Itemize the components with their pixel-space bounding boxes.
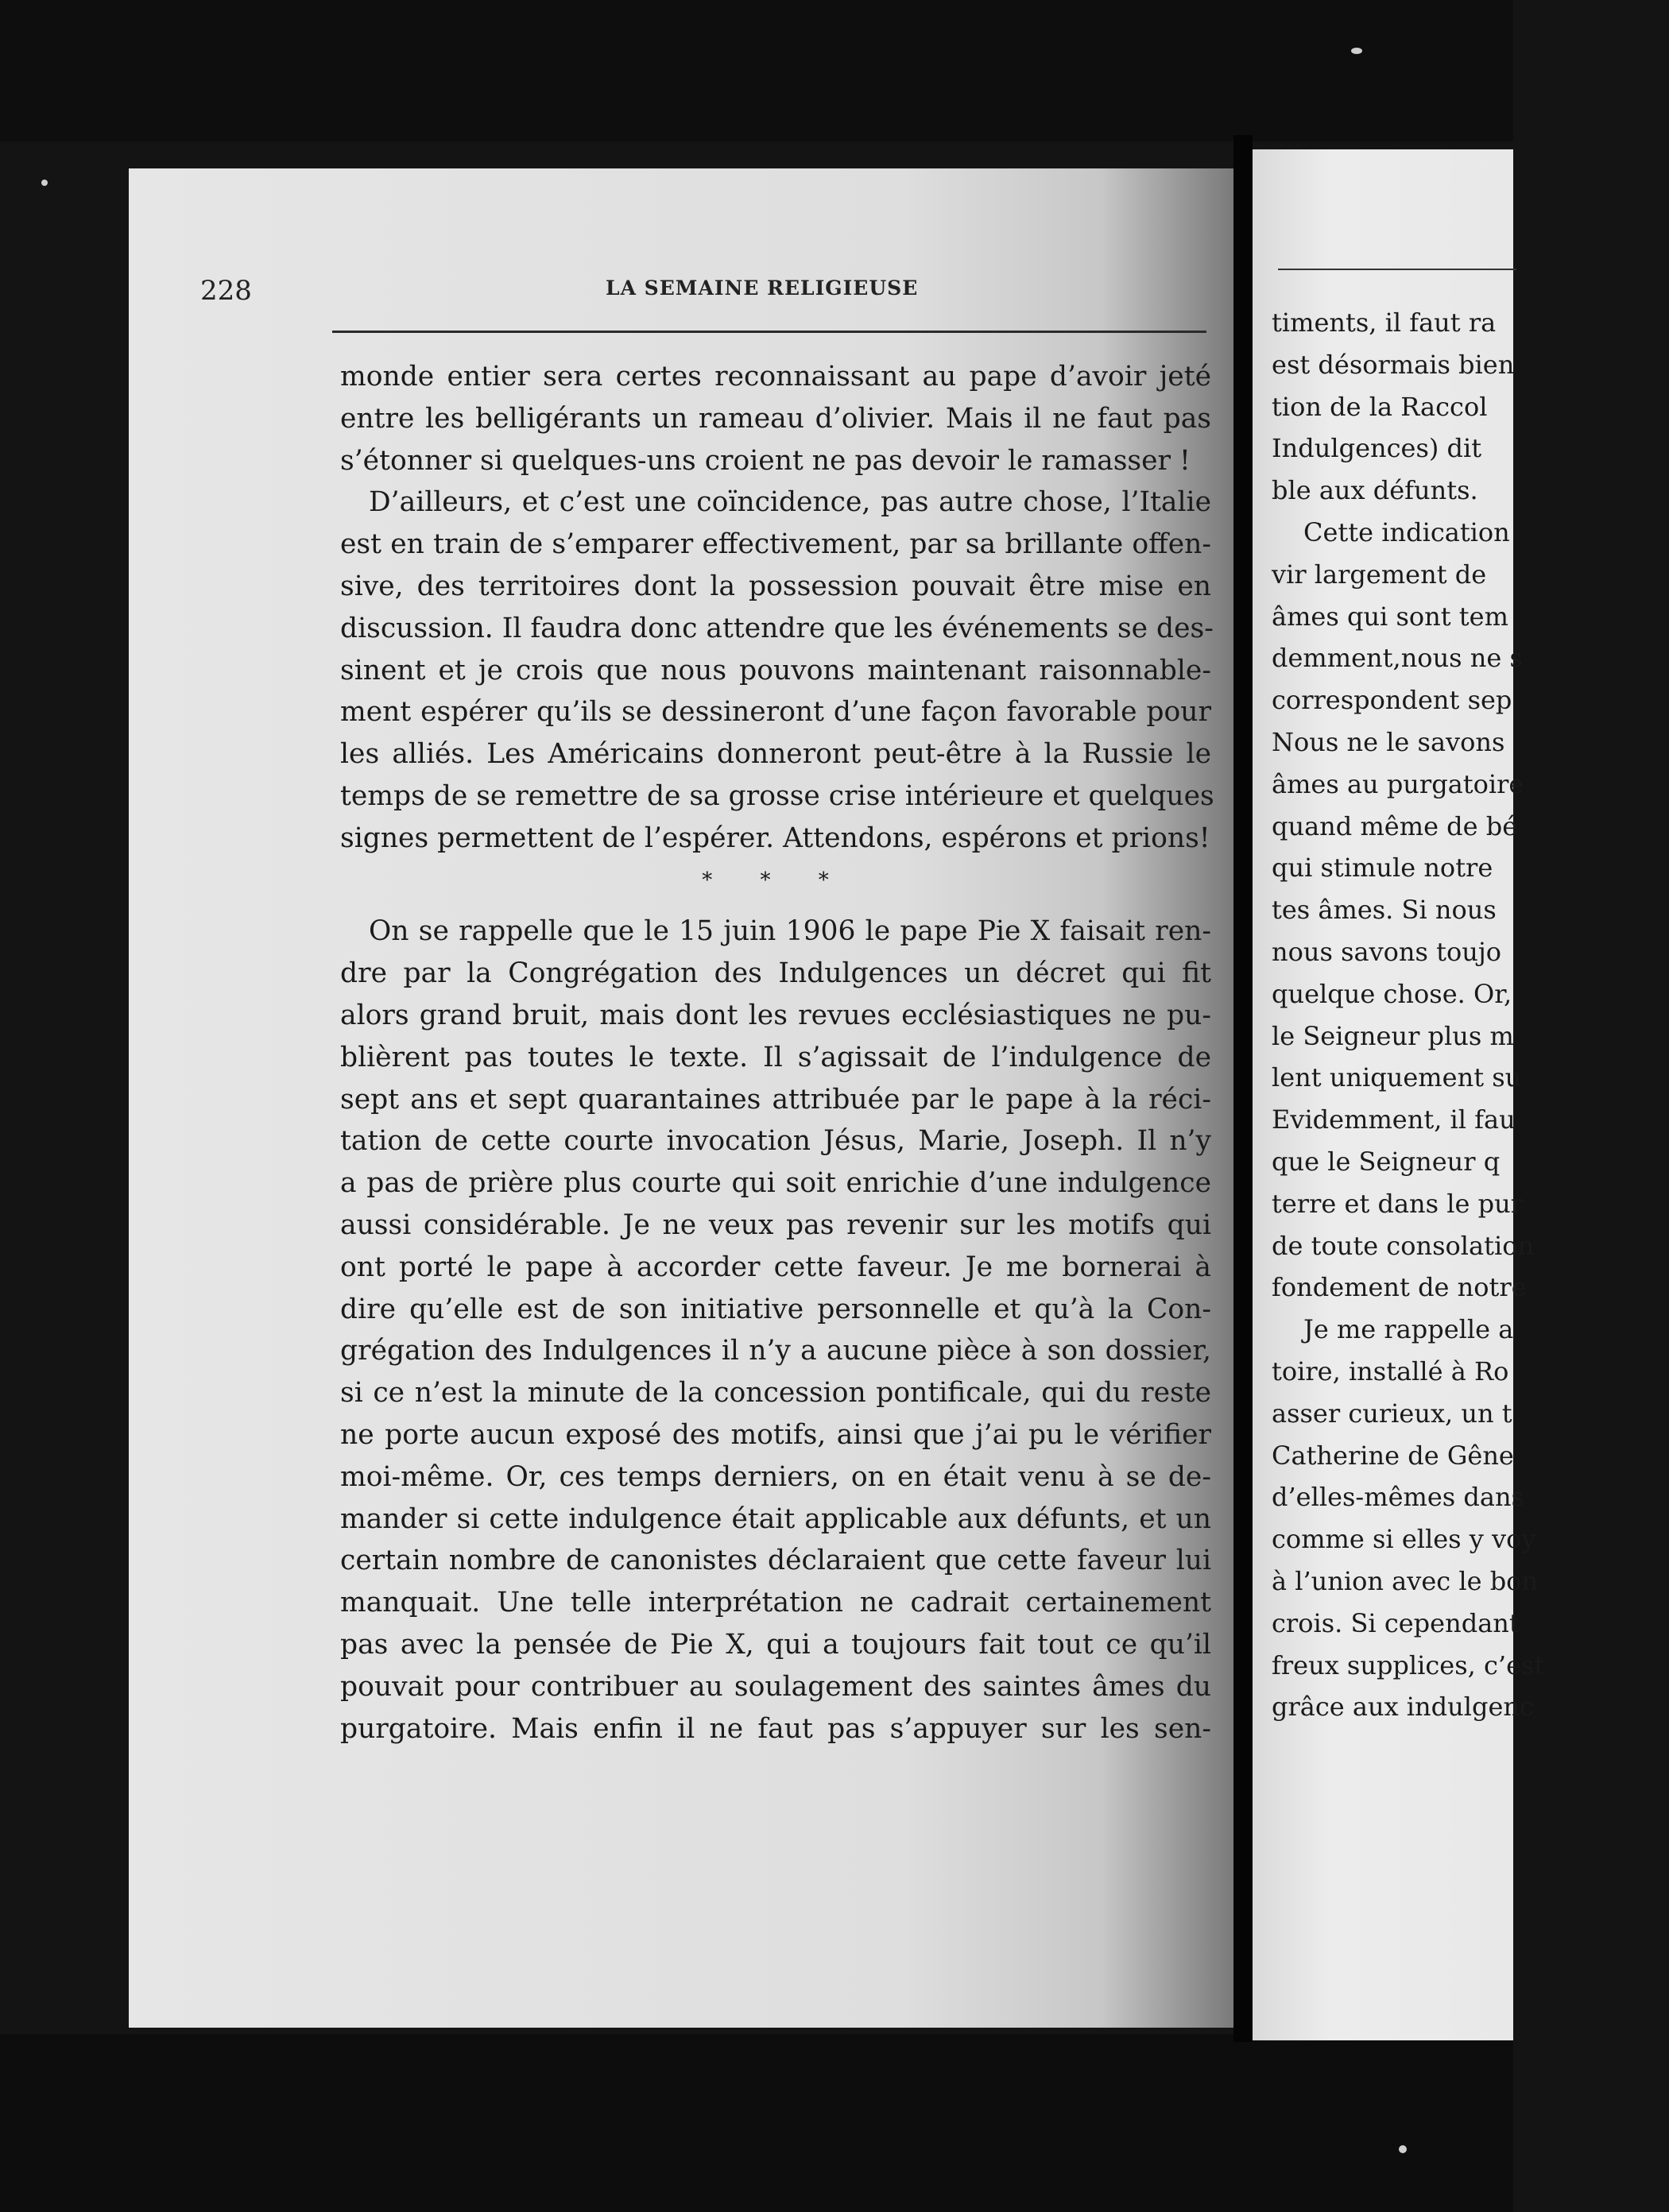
text-line: asser curieux, un t — [1272, 1398, 1512, 1429]
text-line: de toute consolation — [1272, 1230, 1535, 1261]
text-line: Indulgences) dit — [1272, 433, 1482, 464]
text-line: est en train de s’emparer effectivement, par sa brillante offen- — [340, 528, 1211, 561]
film-border-bottom — [0, 2034, 1513, 2212]
text-line: pouvait pour contribuer au soulagement des saintes âmes du — [340, 1670, 1211, 1703]
text-line: monde entier sera certes reconnaissant au pape d’avoir jeté — [340, 361, 1211, 393]
text-line: tation de cette courte invocation Jésus, Marie, Joseph. Il n’y — [340, 1125, 1211, 1158]
text-line: Nous ne le savons — [1272, 726, 1505, 757]
left-page-body — [340, 356, 1214, 1750]
dust-speck — [41, 180, 48, 186]
book-gutter — [1233, 135, 1253, 2042]
text-line: à l’union avec le bon — [1272, 1565, 1539, 1596]
text-line: a pas de prière plus courte qui soit enrichie d’une indulgence — [340, 1167, 1211, 1200]
page-number: 228 — [200, 275, 252, 307]
text-line: toire, installé à Ro — [1272, 1355, 1509, 1386]
text-line: grâce aux indulgenc — [1272, 1692, 1534, 1723]
header-rule — [332, 331, 1206, 333]
right-page-clip — [1253, 149, 1545, 2040]
text-line: purgatoire. Mais enfin il ne faut pas s’appuyer sur les sen- — [340, 1712, 1211, 1745]
text-line: lent uniquement su — [1272, 1062, 1522, 1093]
text-line: ble aux défunts. — [1272, 475, 1478, 506]
text-line: Evidemment, il fau — [1272, 1104, 1516, 1135]
text-line: dre par la Congrégation des Indulgences un décret qui fit — [340, 957, 1211, 990]
text-line: Catherine de Gêne — [1272, 1440, 1514, 1471]
text-line: ment espérer qu’ils se dessineront d’une façon favorable pour — [340, 696, 1211, 729]
text-line: ont porté le pape à accorder cette faveur. Je me bornerai à — [340, 1251, 1211, 1283]
text-line: vir largement de — [1272, 559, 1487, 590]
dust-speck — [1351, 48, 1362, 54]
text-line: grégation des Indulgences il n’y a aucune pièce à son dossier, — [340, 1335, 1211, 1367]
text-line: âmes qui sont tem — [1272, 601, 1508, 632]
text-line: comme si elles y voy — [1272, 1524, 1536, 1555]
text-line: mander si cette indulgence était applicable aux défunts, et un — [340, 1502, 1211, 1535]
text-line: sive, des territoires dont la possession pouvait être mise en — [340, 570, 1211, 602]
text-line: sept ans et sept quarantaines attribuée par le pape à la réci- — [340, 1083, 1211, 1116]
text-line: alors grand bruit, mais dont les revues ecclésiastiques ne pu- — [340, 999, 1211, 1031]
text-line: les alliés. Les Américains donneront peut-être à la Russie le — [340, 738, 1211, 771]
dust-speck — [1399, 2145, 1407, 2153]
text-line: moi-même. Or, ces temps derniers, on en était venu à se de- — [340, 1460, 1211, 1493]
text-line: timents, il faut ra — [1272, 307, 1497, 338]
text-line: crois. Si cependant — [1272, 1607, 1520, 1638]
text-line: manquait. Une telle interprétation ne cadrait certainement — [340, 1587, 1211, 1619]
text-line: correspondent sep — [1272, 685, 1512, 716]
text-line: aussi considérable. Je ne veux pas revenir sur les motifs qui — [340, 1208, 1211, 1241]
text-line: freux supplices, c’est — [1272, 1649, 1545, 1680]
text-line: blièrent pas toutes le texte. Il s’agissait de l’indulgence de — [340, 1041, 1211, 1073]
text-line: quelque chose. Or, — [1272, 978, 1512, 1009]
text-line: dire qu’elle est de son initiative personnelle et qu’à la Con- — [340, 1293, 1211, 1325]
text-line: discussion. Il faudra donc attendre que les événements se des- — [340, 612, 1214, 644]
text-line: le Seigneur plus m — [1272, 1020, 1514, 1051]
text-line: qui stimule notre — [1272, 853, 1493, 884]
text-line: On se rappelle que le 15 juin 1906 le pape Pie X faisait ren- — [369, 915, 1211, 948]
text-line: tion de la Raccol — [1272, 391, 1488, 422]
text-line: demment,nous ne s — [1272, 643, 1523, 674]
text-line: Cette indication — [1303, 516, 1510, 547]
text-line: terre et dans le pur — [1272, 1188, 1523, 1219]
text-line: Je me rappelle a — [1303, 1314, 1514, 1345]
text-line: tes âmes. Si nous — [1272, 895, 1497, 926]
running-head — [200, 270, 1202, 326]
section-separator: * * * — [702, 868, 850, 892]
text-line: nous savons toujo — [1272, 936, 1502, 967]
text-line: signes permettent de l’espérer. Attendons, espérons et prions! — [340, 822, 1210, 854]
text-line: est désormais bien — [1272, 349, 1515, 380]
text-line: s’étonner si quelques-uns croient ne pas devoir le ramasser ! — [340, 444, 1191, 477]
text-line: ne porte aucun exposé des motifs, ainsi que j’ai pu le vérifier — [340, 1418, 1211, 1451]
text-line: temps de se remettre de sa grosse crise intérieure et quelques — [340, 779, 1214, 812]
text-line: sinent et je crois que nous pouvons maintenant raisonnable- — [340, 654, 1211, 686]
film-border-top — [0, 0, 1513, 141]
text-line: d’elles-mêmes dans — [1272, 1482, 1524, 1513]
text-line: que le Seigneur q — [1272, 1146, 1501, 1177]
text-line: âmes au purgatoire — [1272, 768, 1524, 799]
text-line: certain nombre de canonistes déclaraient que cette faveur lui — [340, 1545, 1211, 1577]
text-line: entre les belligérants un rameau d’olivier. Mais il ne faut pas — [340, 402, 1211, 435]
text-line: pas avec la pensée de Pie X, qui a toujours fait tout ce qu’il — [340, 1628, 1211, 1661]
right-page-body — [1272, 302, 1669, 1728]
text-line: D’ailleurs, et c’est une coïncidence, pas autre chose, l’Italie — [369, 486, 1211, 519]
running-title: LA SEMAINE RELIGIEUSE — [606, 276, 919, 300]
text-line: si ce n’est la minute de la concession pontificale, qui du reste — [340, 1377, 1211, 1410]
text-line: quand même de bé — [1272, 810, 1518, 841]
text-line: fondement de notre — [1272, 1272, 1527, 1303]
